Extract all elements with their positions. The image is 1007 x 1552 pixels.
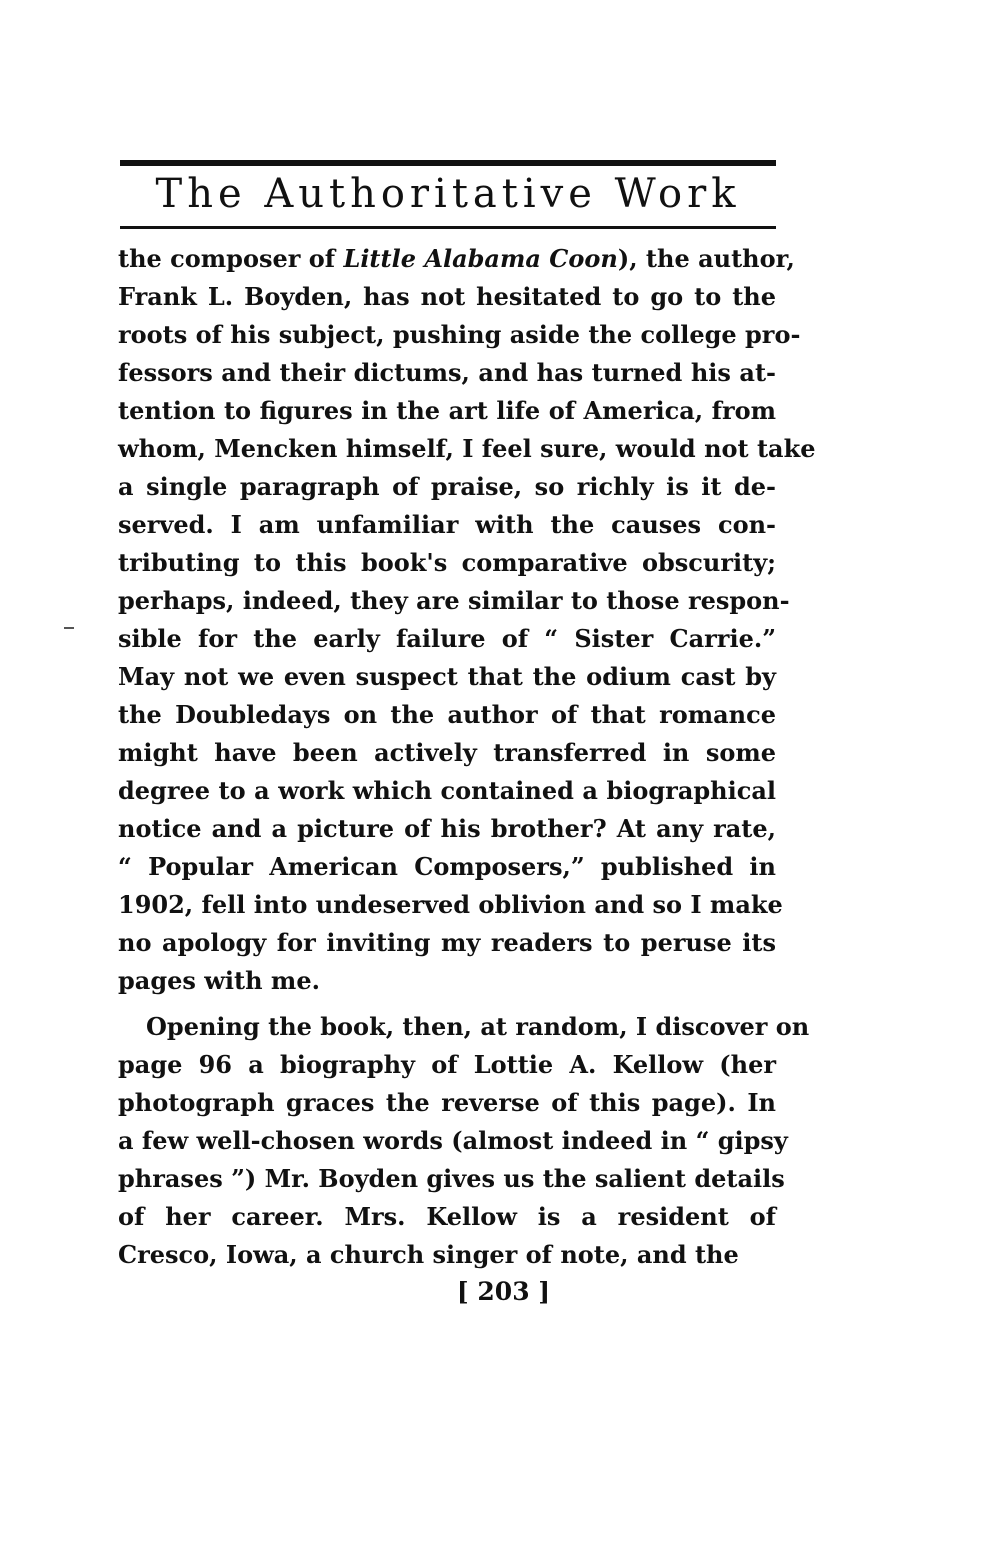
text-line: no apology for inviting my readers to peruse its	[118, 928, 776, 957]
text-line: Frank L. Boyden, has not hesitated to go to the	[118, 282, 776, 311]
text-line: might have been actively transferred in some	[118, 738, 776, 767]
text-line: May not we even suspect that the odium cast by	[118, 662, 776, 691]
text-line: a few well-chosen words (almost indeed in “ gipsy	[118, 1126, 788, 1155]
text-line: sible for the early failure of “ Sister Carrie.”	[118, 624, 776, 653]
text-line: the composer of Little Alabama Coon), the author,	[118, 244, 795, 273]
text-line: fessors and their dictums, and has turned his at-	[118, 358, 776, 387]
text-line: served. I am unfamiliar with the causes con-	[118, 510, 776, 539]
italic-title: Little Alabama Coon	[343, 244, 618, 273]
paragraph-1	[118, 240, 816, 1000]
text-line: whom, Mencken himself, I feel sure, would not take	[118, 434, 816, 463]
header-rule-bottom	[120, 226, 776, 229]
margin-mark	[64, 627, 74, 629]
text-line: notice and a picture of his brother? At any rate,	[118, 814, 776, 843]
text-line: tention to figures in the art life of America, from	[118, 396, 776, 425]
header-rule-top	[120, 160, 776, 166]
text-line: 1902, fell into undeserved oblivion and so I make	[118, 890, 783, 919]
text-line: “ Popular American Composers,” published in	[118, 852, 776, 881]
text-line: Cresco, Iowa, a church singer of note, and the	[118, 1240, 739, 1269]
text-line: Opening the book, then, at random, I discover on	[146, 1012, 810, 1041]
text-line: photograph graces the reverse of this page). In	[118, 1088, 776, 1117]
text-line: pages with me.	[118, 966, 320, 995]
body-text	[118, 240, 816, 1274]
text-line: degree to a work which contained a biographical	[118, 776, 776, 805]
text-line: tributing to this book's comparative obscurity;	[118, 548, 776, 577]
running-head: The Authoritative Work	[155, 171, 741, 217]
text-line: roots of his subject, pushing aside the college pro-	[118, 320, 801, 349]
text-line: phrases ”) Mr. Boyden gives us the salient details	[118, 1164, 785, 1193]
text-line: page 96 a biography of Lottie A. Kellow (her	[118, 1050, 776, 1079]
text-line: perhaps, indeed, they are similar to those respon-	[118, 586, 790, 615]
text-line: the Doubledays on the author of that romance	[118, 700, 776, 729]
paragraph-2	[118, 1008, 810, 1274]
text-line: a single paragraph of praise, so richly is it de-	[118, 472, 776, 501]
text-line: of her career. Mrs. Kellow is a resident of	[118, 1202, 776, 1231]
page-number: [ 203 ]	[456, 1277, 551, 1306]
